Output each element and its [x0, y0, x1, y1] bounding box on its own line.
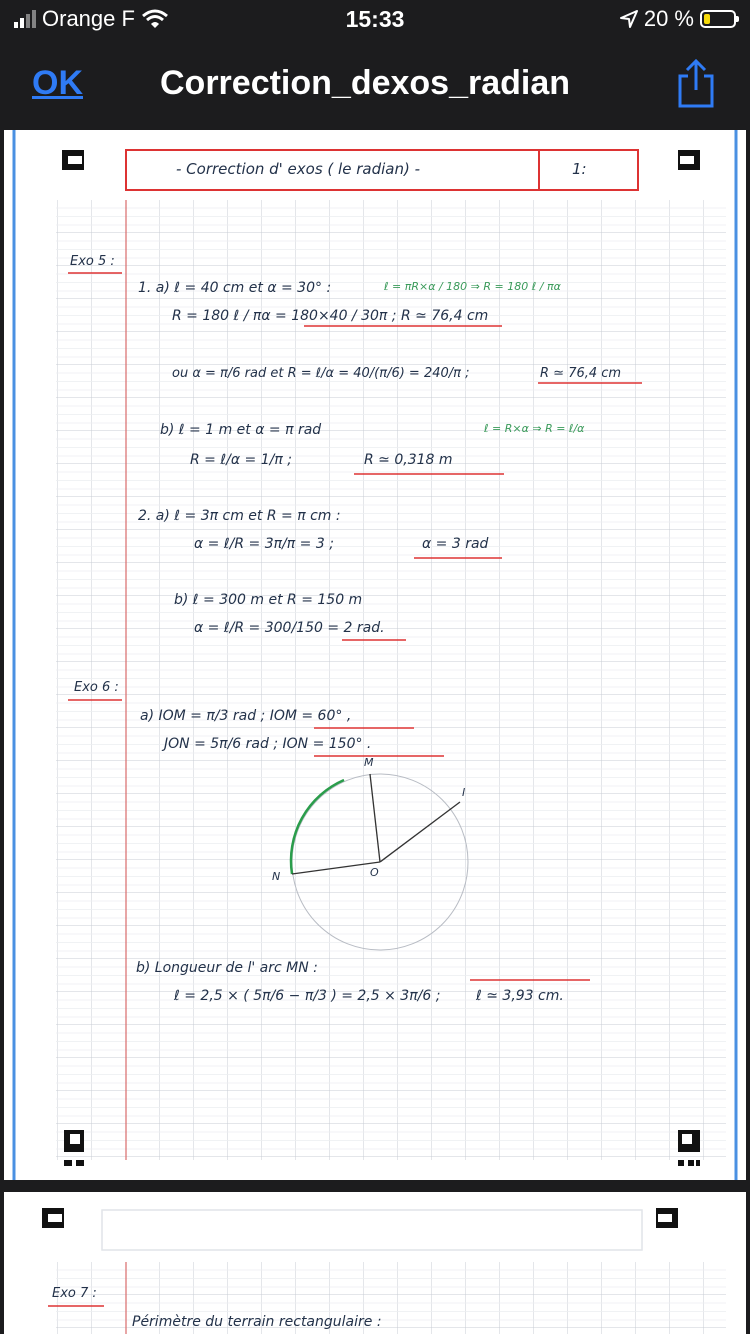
carrier-label: Orange F	[42, 6, 135, 31]
ok-button[interactable]: OK	[32, 64, 83, 102]
status-right	[620, 6, 736, 32]
clock: 15:33	[345, 6, 405, 32]
page-2-corner-marker-tr	[656, 1208, 678, 1228]
exo6-line-4-result: ℓ ≃ 3,93 cm.	[476, 988, 564, 1004]
exo5-line-7-result: α = 3 rad	[422, 536, 489, 552]
point-i-label: I	[462, 786, 466, 799]
exo7-line-1: Périmètre du terrain rectangulaire :	[132, 1314, 382, 1330]
exo5-line-9: α = ℓ/R = 300/150 = 2 rad.	[194, 620, 385, 636]
share-icon[interactable]	[674, 58, 718, 110]
exo6-label: Exo 6 :	[74, 680, 119, 695]
exo5-label: Exo 5 :	[70, 254, 115, 269]
exo5-line-1: 1. a) ℓ = 40 cm et α = 30° :	[138, 280, 332, 296]
page-2-header-box	[102, 1210, 642, 1250]
page-header-text: - Correction d' exos ( le radian) -	[176, 160, 420, 178]
exo5-line-5-result: R ≃ 0,318 m	[364, 452, 453, 468]
grid-paper	[56, 200, 726, 1160]
status-bar	[0, 0, 750, 44]
exo5-line-4: b) ℓ = 1 m et α = π rad	[160, 422, 322, 438]
exo6-line-1: a) IOM = π/3 rad ; IOM = 60° ,	[140, 708, 352, 724]
battery-percent: 20 %	[643, 6, 694, 31]
exo7-label: Exo 7 :	[52, 1286, 97, 1301]
exo6-line-2: JON = 5π/6 rad ; ION = 150° .	[164, 736, 372, 752]
point-m-label: M	[364, 756, 374, 769]
exo5-line-4-note: ℓ = R×α ⇒ R = ℓ/α	[484, 422, 585, 435]
exo5-line-3: ou α = π/6 rad et R = ℓ/α = 40/(π/6) = 240/π ;	[172, 366, 470, 381]
location-arrow-icon	[620, 10, 638, 28]
nav-bar	[0, 44, 750, 128]
exo5-line-3-result: R ≃ 76,4 cm	[540, 366, 622, 381]
corner-marker-br	[678, 1130, 700, 1166]
corner-marker-tl	[62, 150, 84, 170]
exo5-line-7: α = ℓ/R = 3π/π = 3 ;	[194, 536, 334, 552]
notebook-page-1	[4, 130, 746, 1180]
exo6-line-4: ℓ = 2,5 × ( 5π/6 − π/3 ) = 2,5 × 3π/6 ;	[174, 988, 441, 1004]
exo5-line-2: R = 180 ℓ / πα = 180×40 / 30π ; R ≃ 76,4 cm	[172, 308, 489, 324]
exo6-line-3: b) Longueur de l' arc MN :	[136, 960, 318, 976]
exo5-line-8: b) ℓ = 300 m et R = 150 m	[174, 592, 363, 608]
document-page-1[interactable]	[4, 130, 746, 1180]
point-n-label: N	[272, 870, 281, 883]
exo5-line-1-note: ℓ = πR×α / 180 ⇒ R = 180 ℓ / πα	[384, 280, 561, 293]
point-o-label: O	[370, 866, 379, 879]
exo5-line-6: 2. a) ℓ = 3π cm et R = π cm :	[138, 508, 341, 524]
notebook-page-2	[4, 1192, 746, 1334]
page-number: 1:	[572, 160, 587, 178]
corner-marker-bl	[64, 1130, 84, 1166]
exo5-line-5: R = ℓ/α = 1/π ;	[190, 452, 292, 468]
battery-level	[704, 14, 710, 24]
page-2-corner-marker-tl	[42, 1208, 64, 1228]
battery-icon	[700, 10, 736, 28]
corner-marker-tr	[678, 150, 700, 170]
document-page-2[interactable]	[4, 1192, 746, 1334]
document-title: Correction_dexos_radian	[160, 64, 571, 102]
